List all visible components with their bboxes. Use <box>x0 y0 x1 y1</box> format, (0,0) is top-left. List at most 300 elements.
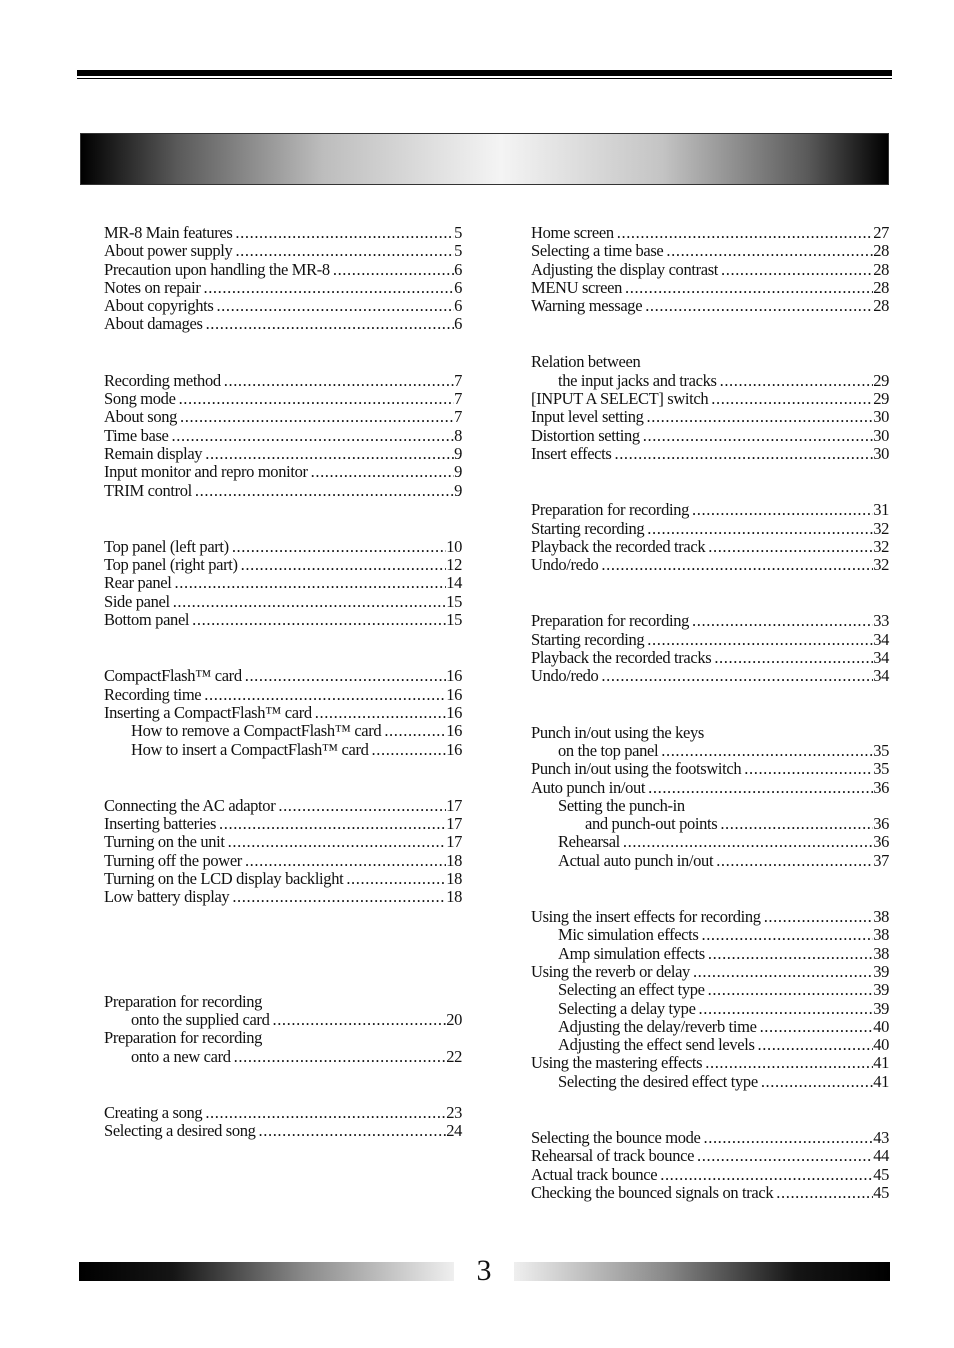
toc-leader-dots <box>232 888 446 906</box>
toc-entry[interactable] <box>531 1054 889 1072</box>
toc-entry-page: 22 <box>446 1046 462 1066</box>
toc-leader-dots <box>205 445 454 463</box>
toc-entry[interactable] <box>104 993 462 1011</box>
toc-entry[interactable] <box>531 408 889 426</box>
toc-entry[interactable] <box>104 722 462 740</box>
toc-entry-title: Adjusting the delay/reverb time <box>558 1016 757 1036</box>
toc-entry-title: Input level setting <box>531 407 644 427</box>
toc-entry-title: MENU screen <box>531 277 622 297</box>
toc-entry-title: Using the reverb or delay <box>531 961 690 981</box>
toc-entry-title: Selecting a delay type <box>558 998 696 1018</box>
toc-entry-page: 39 <box>873 961 889 981</box>
toc-entry-page: 5 <box>454 241 462 261</box>
toc-entry[interactable] <box>104 833 462 851</box>
toc-entry-title: Warning message <box>531 296 643 316</box>
toc-entry-page: 28 <box>873 259 889 279</box>
toc-entry-title: Selecting the desired effect type <box>558 1071 758 1091</box>
toc-entry[interactable] <box>531 372 889 390</box>
toc-leader-dots <box>645 297 873 315</box>
toc-entry-page: 36 <box>873 832 889 852</box>
toc-entry[interactable] <box>104 482 462 500</box>
toc-leader-dots <box>625 279 873 297</box>
toc-leader-dots <box>206 315 455 333</box>
toc-entry[interactable] <box>531 1018 889 1036</box>
toc-entry-title: Selecting an effect type <box>558 980 705 1000</box>
toc-entry[interactable] <box>531 1129 889 1147</box>
toc-entry-page: 18 <box>446 869 462 889</box>
toc-entry[interactable] <box>531 667 889 685</box>
toc-entry[interactable] <box>531 797 889 815</box>
toc-entry[interactable] <box>104 315 462 333</box>
toc-leader-dots <box>714 649 873 667</box>
toc-entry-title: Undo/redo <box>531 555 599 575</box>
toc-leader-dots <box>228 833 447 851</box>
toc-entry-page: 36 <box>873 814 889 834</box>
toc-leader-dots <box>692 612 873 630</box>
toc-entry-page: 18 <box>446 850 462 870</box>
toc-entry-title: Song mode <box>104 389 176 409</box>
toc-entry-title: Checking the bounced signals on track <box>531 1182 774 1202</box>
toc-entry[interactable] <box>104 574 462 592</box>
toc-entry-page: 33 <box>873 611 889 631</box>
toc-entry-page: 9 <box>454 480 462 500</box>
toc-leader-dots <box>601 667 873 685</box>
toc-entry-page: 20 <box>446 1009 462 1029</box>
toc-entry-title: Adjusting the display contrast <box>531 259 719 279</box>
toc-entry[interactable] <box>531 279 889 297</box>
toc-section <box>531 224 889 315</box>
toc-entry-page: 17 <box>446 795 462 815</box>
toc-leader-dots <box>346 870 446 888</box>
toc-entry[interactable] <box>531 908 889 926</box>
toc-entry-page: 18 <box>446 887 462 907</box>
toc-entry-page: 38 <box>873 943 889 963</box>
toc-entry[interactable] <box>531 390 889 408</box>
toc-leader-dots <box>720 815 873 833</box>
toc-entry-page: 37 <box>873 850 889 870</box>
toc-entry[interactable] <box>104 279 462 297</box>
toc-entry[interactable] <box>104 538 462 556</box>
toc-entry-page: 39 <box>873 980 889 1000</box>
toc-section <box>104 224 462 334</box>
toc-leader-dots <box>720 372 874 390</box>
toc-leader-dots <box>699 1000 874 1018</box>
toc-leader-dots <box>333 261 454 279</box>
toc-section <box>531 501 889 574</box>
toc-entry[interactable] <box>531 261 889 279</box>
toc-entry-title: Turning on the unit <box>104 832 225 852</box>
toc-entry-page: 35 <box>873 759 889 779</box>
toc-entry-page: 6 <box>454 314 462 334</box>
toc-entry-page: 45 <box>873 1182 889 1202</box>
toc-entry-title: Selecting the bounce mode <box>531 1127 701 1147</box>
toc-entry-title: Top panel (left part) <box>104 536 229 556</box>
toc-section <box>104 538 462 629</box>
toc-entry-title: Bottom panel <box>104 610 190 630</box>
toc-leader-dots <box>648 779 873 797</box>
toc-entry-page: 34 <box>873 648 889 668</box>
toc-leader-dots <box>234 1048 447 1066</box>
toc-entry-title: Rear panel <box>104 573 172 593</box>
toc-entry[interactable] <box>531 538 889 556</box>
toc-entry-title: Preparation for recording <box>531 611 690 631</box>
toc-entry[interactable] <box>531 242 889 260</box>
toc-entry-page: 28 <box>873 241 889 261</box>
toc-entry-title: Selecting a time base <box>531 241 664 261</box>
toc-entry-title: About song <box>104 407 178 427</box>
toc-entry[interactable] <box>531 945 889 963</box>
toc-entry-page: 6 <box>454 277 462 297</box>
toc-entry-title: Starting recording <box>531 518 645 538</box>
toc-entry[interactable] <box>104 427 462 445</box>
toc-entry-page: 17 <box>446 814 462 834</box>
toc-entry-title: Adjusting the effect send levels <box>558 1035 755 1055</box>
toc-leader-dots <box>272 1011 446 1029</box>
toc-section <box>531 908 889 1091</box>
toc-entry[interactable] <box>531 1000 889 1018</box>
toc-leader-dots <box>701 926 873 944</box>
toc-entry[interactable] <box>104 372 462 390</box>
toc-leader-dots <box>232 538 446 556</box>
toc-left-column <box>104 224 462 1140</box>
toc-entry[interactable] <box>531 779 889 797</box>
toc-entry-title: Home screen <box>531 223 614 242</box>
toc-entry-title: Actual auto punch in/out <box>558 850 714 870</box>
toc-entry-title: CompactFlash™ card <box>104 666 242 686</box>
toc-leader-dots <box>245 852 446 870</box>
toc-entry-title: Playback the recorded track <box>531 536 706 556</box>
toc-entry-page: 38 <box>873 907 889 927</box>
page-number: 3 <box>476 1254 492 1287</box>
toc-entry-page: 34 <box>873 666 889 686</box>
toc-entry-page: 32 <box>873 536 889 556</box>
toc-entry[interactable] <box>531 649 889 667</box>
toc-entry[interactable] <box>104 870 462 888</box>
toc-entry[interactable] <box>531 833 889 851</box>
top-rule <box>77 70 892 80</box>
toc-entry[interactable] <box>104 741 462 759</box>
toc-entry[interactable] <box>104 611 462 629</box>
toc-entry-title: Auto punch in/out <box>531 777 646 797</box>
toc-leader-dots <box>617 224 873 242</box>
toc-entry-page: 9 <box>454 443 462 463</box>
toc-entry-page: 7 <box>454 389 462 409</box>
toc-entry-page: 5 <box>454 223 462 242</box>
toc-entry-page: 45 <box>873 1164 889 1184</box>
toc-entry-page: 16 <box>446 739 462 759</box>
toc-leader-dots <box>311 463 454 481</box>
toc-entry[interactable] <box>531 1147 889 1165</box>
toc-leader-dots <box>278 797 446 815</box>
toc-entry-page: 35 <box>873 740 889 760</box>
toc-section <box>104 1104 462 1141</box>
contents-banner <box>80 133 889 185</box>
toc-section <box>104 667 462 758</box>
toc-entry[interactable] <box>531 1166 889 1184</box>
toc-entry[interactable] <box>104 390 462 408</box>
toc-entry-page: 14 <box>446 573 462 593</box>
toc-entry-page: 38 <box>873 925 889 945</box>
toc-entry-page: 15 <box>446 591 462 611</box>
toc-entry-title: Recording method <box>104 370 221 390</box>
toc-leader-dots <box>179 390 455 408</box>
toc-entry[interactable] <box>531 520 889 538</box>
toc-entry[interactable] <box>531 1073 889 1091</box>
toc-entry[interactable] <box>104 242 462 260</box>
toc-entry-page: 32 <box>873 555 889 575</box>
toc-entry-title: onto the supplied card <box>131 1009 270 1029</box>
toc-entry-page: 9 <box>454 462 462 482</box>
toc-entry-title: Using the mastering effects <box>531 1053 703 1073</box>
toc-entry-page: 30 <box>873 407 889 427</box>
toc-leader-dots <box>660 1166 873 1184</box>
toc-entry-page: 16 <box>446 721 462 741</box>
toc-leader-dots <box>241 556 447 574</box>
toc-entry[interactable] <box>104 852 462 870</box>
toc-entry[interactable] <box>104 297 462 315</box>
toc-entry-title: Mic simulation effects <box>558 925 699 945</box>
toc-leader-dots <box>692 501 873 519</box>
toc-leader-dots <box>705 1054 873 1072</box>
toc-leader-dots <box>172 427 455 445</box>
toc-entry-page: 17 <box>446 832 462 852</box>
toc-entry-page: 40 <box>873 1035 889 1055</box>
toc-leader-dots <box>205 1104 446 1122</box>
toc-leader-dots <box>716 852 873 870</box>
toc-leader-dots <box>601 556 873 574</box>
toc-entry-title: Distortion setting <box>531 425 640 445</box>
toc-entry-page: 32 <box>873 518 889 538</box>
toc-entry-page: 7 <box>454 370 462 390</box>
toc-entry-page: 27 <box>873 223 889 242</box>
toc-leader-dots <box>245 667 446 685</box>
toc-entry-page: 30 <box>873 443 889 463</box>
toc-entry-title: Recording time <box>104 684 202 704</box>
toc-entry-title: onto a new card <box>131 1046 231 1066</box>
toc-entry[interactable] <box>104 888 462 906</box>
toc-leader-dots <box>192 611 446 629</box>
toc-entry-title: Undo/redo <box>531 666 599 686</box>
toc-entry-title: TRIM control <box>104 480 192 500</box>
toc-entry[interactable] <box>104 224 462 242</box>
toc-entry[interactable] <box>104 667 462 685</box>
toc-entry[interactable] <box>104 1011 462 1029</box>
toc-entry[interactable] <box>104 1029 462 1047</box>
toc-entry-title: Actual track bounce <box>531 1164 658 1184</box>
toc-entry[interactable] <box>531 224 889 242</box>
toc-entry-page: 12 <box>446 555 462 575</box>
toc-entry[interactable] <box>531 760 889 778</box>
toc-entry-title: Punch in/out using the footswitch <box>531 759 742 779</box>
toc-entry-title: Notes on repair <box>104 277 201 297</box>
toc-entry-page: 43 <box>873 1127 889 1147</box>
toc-entry-page: 6 <box>454 259 462 279</box>
toc-entry-page: 28 <box>873 296 889 316</box>
toc-entry[interactable] <box>531 963 889 981</box>
toc-entry-page: 23 <box>446 1102 462 1122</box>
toc-entry-page: 31 <box>873 500 889 520</box>
toc-entry[interactable] <box>104 261 462 279</box>
toc-entry-page: 7 <box>454 407 462 427</box>
toc-leader-dots <box>173 593 446 611</box>
footer-bar-left <box>79 1262 454 1281</box>
toc-entry[interactable] <box>104 593 462 611</box>
toc-entry[interactable] <box>104 1104 462 1122</box>
toc-leader-dots <box>758 1036 874 1054</box>
footer-bar-right <box>514 1262 890 1281</box>
toc-entry-title: Insert effects <box>531 443 612 463</box>
toc-entry-title: How to insert a CompactFlash™ card <box>131 739 369 759</box>
toc-entry-page: 29 <box>873 389 889 409</box>
toc-section <box>531 1129 889 1202</box>
toc-leader-dots <box>744 760 873 778</box>
toc-entry[interactable] <box>104 556 462 574</box>
toc-section <box>104 797 462 907</box>
toc-leader-dots <box>647 520 873 538</box>
toc-leader-dots <box>623 833 873 851</box>
toc-entry[interactable] <box>531 1184 889 1202</box>
toc-leader-dots <box>704 1129 874 1147</box>
toc-entry-title: Punch in/out using the keys <box>531 722 704 742</box>
toc-entry[interactable] <box>531 631 889 649</box>
toc-leader-dots <box>204 686 446 704</box>
toc-leader-dots <box>708 981 874 999</box>
toc-entry[interactable] <box>104 686 462 704</box>
toc-entry-title: About copyrights <box>104 296 214 316</box>
toc-entry-title: Remain display <box>104 443 203 463</box>
toc-leader-dots <box>693 963 873 981</box>
toc-entry[interactable] <box>531 612 889 630</box>
toc-entry[interactable] <box>531 353 889 371</box>
toc-leader-dots <box>711 390 873 408</box>
toc-entry[interactable] <box>531 427 889 445</box>
toc-leader-dots <box>203 279 454 297</box>
toc-leader-dots <box>708 945 873 963</box>
toc-entry-title: Inserting a CompactFlash™ card <box>104 702 312 722</box>
toc-entry-page: 36 <box>873 777 889 797</box>
toc-leader-dots <box>614 445 873 463</box>
toc-entry[interactable] <box>104 1048 462 1066</box>
toc-entry-page: 30 <box>873 425 889 445</box>
toc-entry-page: 16 <box>446 702 462 722</box>
toc-leader-dots <box>315 704 446 722</box>
toc-entry-title: on the top panel <box>558 740 659 760</box>
toc-entry-title: MR-8 Main features <box>104 223 233 242</box>
toc-entry-title: Starting recording <box>531 629 645 649</box>
toc-entry[interactable] <box>104 704 462 722</box>
toc-entry-page: 8 <box>454 425 462 445</box>
toc-leader-dots <box>643 427 873 445</box>
toc-entry[interactable] <box>531 297 889 315</box>
toc-leader-dots <box>776 1184 873 1202</box>
toc-entry-title: About power supply <box>104 241 233 261</box>
toc-entry-page: 41 <box>873 1071 889 1091</box>
toc-entry-page: 24 <box>446 1121 462 1141</box>
toc-entry[interactable] <box>531 852 889 870</box>
toc-entry-page: 44 <box>873 1146 889 1166</box>
toc-entry-title: Amp simulation effects <box>558 943 705 963</box>
toc-leader-dots <box>259 1122 447 1140</box>
toc-entry[interactable] <box>531 724 889 742</box>
toc-leader-dots <box>647 408 874 426</box>
toc-entry[interactable] <box>531 815 889 833</box>
toc-leader-dots <box>647 631 873 649</box>
toc-entry-page: 28 <box>873 277 889 297</box>
toc-leader-dots <box>761 1073 873 1091</box>
toc-entry[interactable] <box>104 408 462 426</box>
toc-entry[interactable] <box>531 445 889 463</box>
toc-leader-dots <box>708 538 873 556</box>
toc-entry-title: Top panel (right part) <box>104 555 238 575</box>
toc-section <box>104 372 462 500</box>
toc-entry-title: About damages <box>104 314 203 334</box>
toc-leader-dots <box>235 224 454 242</box>
toc-section <box>104 993 462 1066</box>
toc-entry[interactable] <box>104 1122 462 1140</box>
toc-entry[interactable] <box>531 926 889 944</box>
toc-leader-dots <box>219 815 446 833</box>
toc-entry[interactable] <box>531 1036 889 1054</box>
toc-section <box>531 612 889 685</box>
toc-entry-page: 15 <box>446 610 462 630</box>
toc-entry-title: Turning off the power <box>104 850 242 870</box>
toc-leader-dots <box>180 408 454 426</box>
toc-leader-dots <box>175 574 447 592</box>
toc-entry-title: Time base <box>104 425 169 445</box>
toc-entry-title: Low battery display <box>104 887 230 907</box>
toc-entry-title: the input jacks and tracks <box>558 370 717 390</box>
toc-entry-title: Precaution upon handling the MR-8 <box>104 259 330 279</box>
toc-entry-title: Creating a song <box>104 1102 203 1122</box>
toc-entry-page: 39 <box>873 998 889 1018</box>
toc-entry-title: Selecting a desired song <box>104 1121 256 1141</box>
toc-leader-dots <box>195 482 454 500</box>
toc-entry[interactable] <box>104 815 462 833</box>
toc-entry[interactable] <box>104 463 462 481</box>
toc-entry[interactable] <box>531 501 889 519</box>
toc-entry-title: Connecting the AC adaptor <box>104 795 276 815</box>
toc-entry-title: Turning on the LCD display backlight <box>104 869 344 889</box>
toc-entry-title: Using the insert effects for recording <box>531 907 761 927</box>
toc-leader-dots <box>697 1147 873 1165</box>
toc-leader-dots <box>224 372 454 390</box>
toc-entry-title: Inserting batteries <box>104 814 217 834</box>
toc-leader-dots <box>666 242 873 260</box>
toc-leader-dots <box>384 722 446 740</box>
toc-entry-title: Rehearsal <box>558 832 620 852</box>
toc-entry-title: Preparation for recording <box>104 991 263 1011</box>
toc-entry[interactable] <box>531 556 889 574</box>
toc-entry-page: 6 <box>454 296 462 316</box>
toc-entry-page: 29 <box>873 370 889 390</box>
toc-entry-title: Preparation for recording <box>104 1028 263 1048</box>
toc-entry-title: Preparation for recording <box>531 500 690 520</box>
toc-leader-dots <box>764 908 873 926</box>
toc-entry-page: 10 <box>446 536 462 556</box>
toc-entry[interactable] <box>104 445 462 463</box>
toc-leader-dots <box>372 741 447 759</box>
toc-entry-page: 41 <box>873 1053 889 1073</box>
toc-entry[interactable] <box>104 797 462 815</box>
toc-entry[interactable] <box>531 981 889 999</box>
toc-entry-title: Side panel <box>104 591 170 611</box>
toc-section <box>531 353 889 463</box>
toc-leader-dots <box>721 261 873 279</box>
toc-leader-dots <box>235 242 454 260</box>
toc-entry-title: Relation between <box>531 352 641 372</box>
toc-entry-page: 16 <box>446 684 462 704</box>
toc-entry[interactable] <box>531 742 889 760</box>
